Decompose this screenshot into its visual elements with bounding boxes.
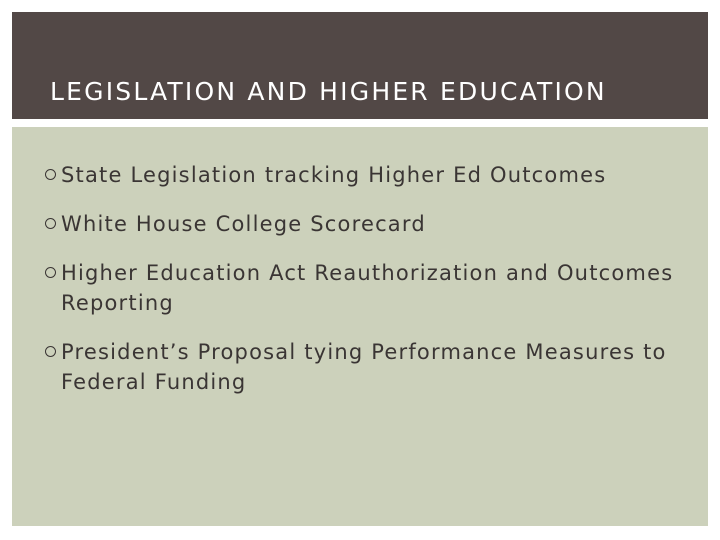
- bullet-item-presidents-proposal: [45, 337, 695, 397]
- bullet-text: State Legislation tracking Higher Ed Outcomes: [61, 163, 607, 187]
- bullet-list: [45, 160, 695, 416]
- slide-title: LEGISLATION AND HIGHER EDUCATION: [50, 77, 607, 106]
- bullet-text: Higher Education Act Reauthorization and Outcomes Reporting: [61, 261, 674, 315]
- content-panel: [12, 127, 708, 526]
- hollow-circle-bullet-icon: [45, 169, 56, 180]
- bullet-text: White House College Scorecard: [61, 212, 426, 236]
- hollow-circle-bullet-icon: [45, 218, 56, 229]
- title-divider: [12, 119, 708, 127]
- bullet-item-college-scorecard: [45, 209, 695, 239]
- hollow-circle-bullet-icon: [45, 267, 56, 278]
- bullet-text: President’s Proposal tying Performance Measures to Federal Funding: [61, 340, 667, 394]
- bullet-item-hea-reauthorization: [45, 258, 695, 318]
- bullet-item-state-legislation: [45, 160, 695, 190]
- hollow-circle-bullet-icon: [45, 346, 56, 357]
